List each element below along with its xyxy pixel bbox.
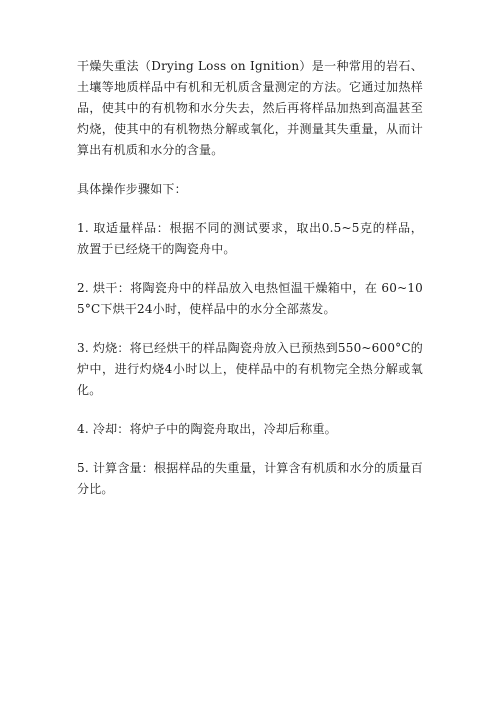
step-4-paragraph: 4. 冷却：将炉子中的陶瓷舟取出，冷却后称重。	[77, 422, 337, 436]
paragraph-gap	[77, 440, 423, 458]
step-1-paragraph: 1. 取适量样品：根据不同的测试要求，取出0.5~5克的样品，放置于已经烧干的陶瓷舟中。	[77, 221, 423, 256]
step-5-paragraph: 5. 计算含量：根据样品的失重量，计算含有机质和水分的质量百分比。	[77, 461, 423, 496]
steps-heading: 具体操作步骤如下：	[77, 182, 187, 196]
step-3-paragraph: 3. 灼烧：将已经烘干的样品陶瓷舟放入已预热到550~600°C的炉中，进行灼烧4小时以上，使样品中的有机物完全热分解或氧化。	[77, 341, 423, 397]
paragraph-gap	[77, 320, 423, 338]
intro-paragraph: 干燥失重法（Drying Loss on Ignition）是一种常用的岩石、土壤等地质样品中有机和无机质含量测定的方法。它通过加热样品，使其中的有机物和水分失去，然后再将样品加热到高温甚至灼烧，使其中的有机物热分解或氧化，并测量其失重量，从而计算出有机质和水分的含量。	[77, 59, 423, 157]
document-body	[77, 56, 423, 500]
paragraph-gap	[77, 401, 423, 419]
paragraph-gap	[77, 161, 423, 179]
step-2-paragraph: 2. 烘干：将陶瓷舟中的样品放入电热恒温干燥箱中，在 60~105°C下烘干24小时，使样品中的水分全部蒸发。	[77, 281, 423, 316]
paragraph-gap	[77, 200, 423, 218]
paragraph-gap	[77, 260, 423, 278]
